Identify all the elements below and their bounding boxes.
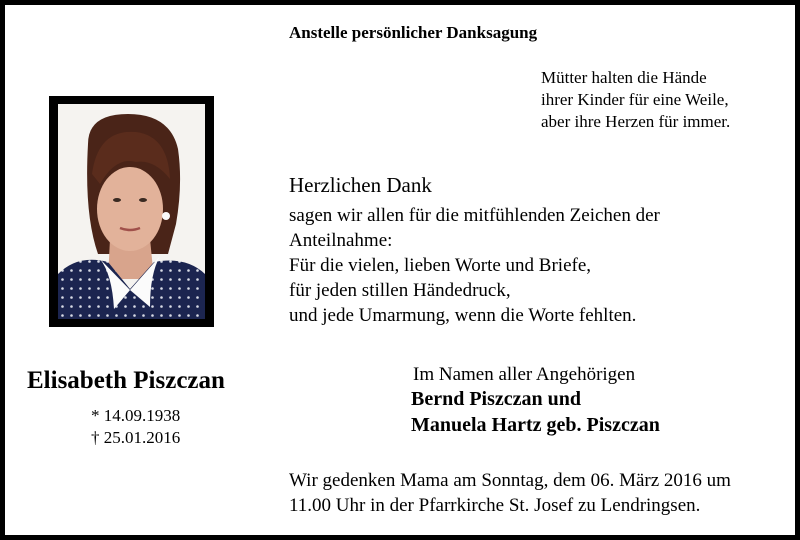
thanks-line: für jeden stillen Händedruck, xyxy=(289,280,511,301)
heading: Anstelle persönlicher Danksagung xyxy=(289,23,538,42)
portrait-frame xyxy=(49,96,214,327)
poem xyxy=(541,67,730,133)
poem-line: ihrer Kinder für eine Weile, xyxy=(541,90,729,109)
death-date: † 25.01.2016 xyxy=(91,428,181,447)
signer-name: Bernd Piszczan und xyxy=(411,388,582,410)
signature-intro: Im Namen aller Angehörigen xyxy=(413,364,636,385)
signer-name: Manuela Hartz geb. Piszczan xyxy=(411,414,660,436)
memorial-service-text xyxy=(289,468,731,518)
thanks-line: und jede Umarmung, wenn die Worte fehlten. xyxy=(289,305,637,326)
thanks-text xyxy=(289,203,660,328)
thanks-line: Für die vielen, lieben Worte und Briefe, xyxy=(289,255,592,276)
birth-date: * 14.09.1938 xyxy=(91,406,181,425)
thanks-title: Herzlichen Dank xyxy=(289,173,432,197)
poem-line: aber ihre Herzen für immer. xyxy=(541,112,731,131)
thanks-line: sagen wir allen für die mitfühlenden Zeichen der xyxy=(289,205,660,226)
thanks-line: Anteilnahme: xyxy=(289,230,393,251)
memorial-line: 11.00 Uhr in der Pfarrkirche St. Josef zu Lendringsen. xyxy=(289,495,701,516)
obituary-card xyxy=(5,5,795,535)
life-dates xyxy=(91,405,180,449)
signature-names xyxy=(411,386,660,438)
memorial-line: Wir gedenken Mama am Sonntag, dem 06. März 2016 um xyxy=(289,470,731,491)
poem-line: Mütter halten die Hände xyxy=(541,68,707,87)
deceased-name: Elisabeth Piszczan xyxy=(27,367,225,394)
portrait-photo xyxy=(58,104,205,319)
